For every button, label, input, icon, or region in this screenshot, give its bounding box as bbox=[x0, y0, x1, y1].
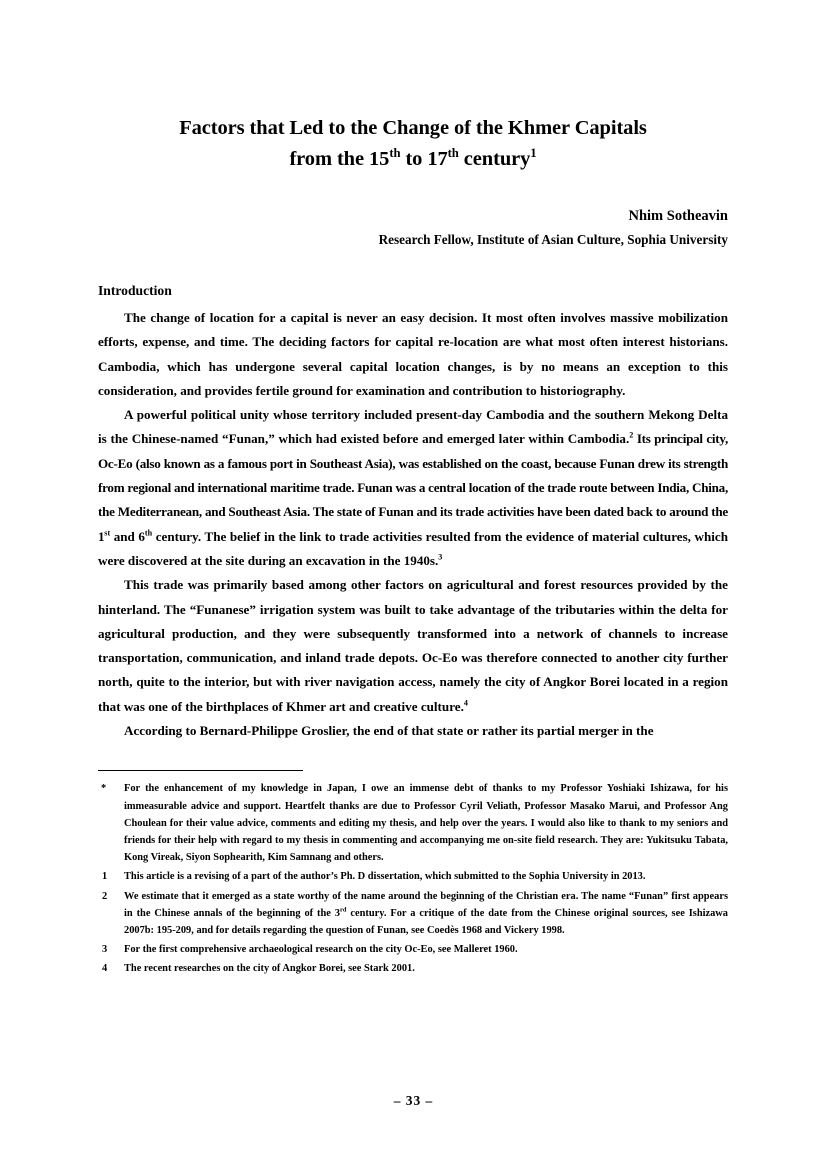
footnote-marker: 4 bbox=[102, 963, 108, 975]
title-footnote-marker: 1 bbox=[530, 146, 537, 161]
footnote-marker: * bbox=[101, 783, 107, 795]
footnote-2-part-a: We estimate that it emerged as a state worthy of the name around the beginning of the Christian era. The name “Funan” first appears in the Chinese annals of the beginning of the 3 bbox=[124, 890, 728, 919]
page-number: – 33 – bbox=[393, 1093, 434, 1108]
paragraph-3 bbox=[98, 573, 728, 719]
footnote-separator bbox=[98, 770, 303, 771]
title-line-2 bbox=[98, 144, 728, 175]
footnote-marker: 2 bbox=[102, 890, 108, 902]
paragraph-2-part-b: Its principal city, Oc-Eo (also known as a famous port in Southeast Asia), was established on the coast, because Funan drew its strength from regional and international maritime trade. Funan was a central location of the trade route between India, China, the Mediterranean, and Southeast Asia. The state of Funan and its trade activities have been dated back to around the 1 bbox=[98, 431, 728, 544]
paragraph-1: The change of location for a capital is never an easy decision. It most often involves massive mobilization efforts, expense, and time. The deciding factors for capital re-location are what most often interest historians. Cambodia, which has undergone several capital location changes, is by no means an exception to this consideration, and provides fertile ground for examination and contribution to historiography. bbox=[98, 310, 728, 398]
footnote-text: For the enhancement of my knowledge in Japan, I owe an immense debt of thanks to my Professor Yoshiaki Ishizawa, for his immeasurable advice and support. Heartfelt thanks are due to Professor Cyril Veliath, Professor Masako Marui, and Professor Ang Choulean for their value advice, comments and editing my thesis, and help over the years. I would also like to thank to my seniors and friends for their help with regard to my thesis in commenting and accompanying me on-site field research. They are: Yukitsuku Tabata, Kong Vireak, Siyon Sophearith, Kim Samnang and others. bbox=[124, 783, 728, 864]
author-name: Nhim Sotheavin bbox=[628, 208, 728, 224]
paragraph-3-part-a: This trade was primarily based among other factors on agricultural and forest resources provided by the hinterland. The “Funanese” irrigation system was built to take advantage of the tributaries within the delta for agricultural production, and they were subsequently transformed into a network of channels to increase transportation, communication, and inland trade depots. Oc-Eo was therefore connected to another city further north, quite to the interior, but with river navigation access, namely the city of Angkor Borei located in a region that was one of the birthplaces of Khmer art and creative culture. bbox=[98, 577, 728, 714]
footnote-text bbox=[124, 888, 728, 940]
footnote-ref-4[interactable]: 4 bbox=[463, 698, 468, 708]
title-part-b: to 17 bbox=[400, 148, 448, 170]
footnote-text: For the first comprehensive archaeological research on the city Oc-Eo, see Malleret 1960. bbox=[124, 944, 518, 956]
paragraph-2-part-c: and 6 bbox=[110, 528, 145, 544]
title-sup-th-2: th bbox=[447, 146, 459, 161]
author-block bbox=[98, 205, 728, 251]
title-sup-th-1: th bbox=[389, 146, 401, 161]
footnote-marker: 3 bbox=[102, 944, 108, 956]
paragraph-2-part-a: A powerful political unity whose territory included present-day Cambodia and the southern Mekong Delta is the Chinese-named “Funan,” which had existed before and emerged later within Cambodia. bbox=[98, 407, 728, 447]
paragraph-4: According to Bernard-Philippe Groslier, the end of that state or rather its partial merger in the bbox=[124, 723, 654, 739]
author-affiliation: Research Fellow, Institute of Asian Culture, Sophia University bbox=[378, 232, 728, 247]
article-title bbox=[98, 113, 728, 175]
title-line-1: Factors that Led to the Change of the Khmer Capitals bbox=[179, 117, 647, 139]
footnote-text: The recent researches on the city of Angkor Borei, see Stark 2001. bbox=[124, 963, 415, 975]
ordinal-sup-st: st bbox=[104, 528, 111, 538]
footnote-text: This article is a revising of a part of the author’s Ph. D dissertation, which submitted to the Sophia University in 2013. bbox=[124, 871, 646, 883]
footnote-3 bbox=[98, 941, 728, 958]
section-heading-introduction: Introduction bbox=[98, 283, 172, 298]
footnote-1 bbox=[98, 868, 728, 885]
paragraph-2-part-d: century. The belief in the link to trade activities resulted from the evidence of material cultures, which were discovered at the site during an excavation in the 1940s. bbox=[98, 528, 728, 568]
footnote-marker: 1 bbox=[102, 871, 108, 883]
footnote-4 bbox=[98, 960, 728, 977]
paragraph-2 bbox=[98, 403, 728, 573]
footnote-2 bbox=[98, 888, 728, 940]
page-content bbox=[98, 0, 728, 978]
footnote-ref-2[interactable]: 2 bbox=[629, 431, 634, 441]
ordinal-sup-th: th bbox=[144, 528, 153, 538]
title-part-c: century bbox=[458, 148, 531, 170]
footnote-list bbox=[98, 780, 728, 977]
footnote-2-part-b: century. For a critique of the date from the Chinese original sources, see Ishizawa 2007b: 195-209, and for details regarding the question of Funan, see Coedès 1968 and Vickery 1998. bbox=[124, 907, 728, 936]
footnote-asterisk bbox=[98, 780, 728, 866]
footnote-ref-3[interactable]: 3 bbox=[438, 552, 443, 562]
title-part-a: from the 15 bbox=[289, 148, 390, 170]
body-text bbox=[98, 306, 728, 743]
ordinal-sup-rd: rd bbox=[340, 906, 347, 914]
